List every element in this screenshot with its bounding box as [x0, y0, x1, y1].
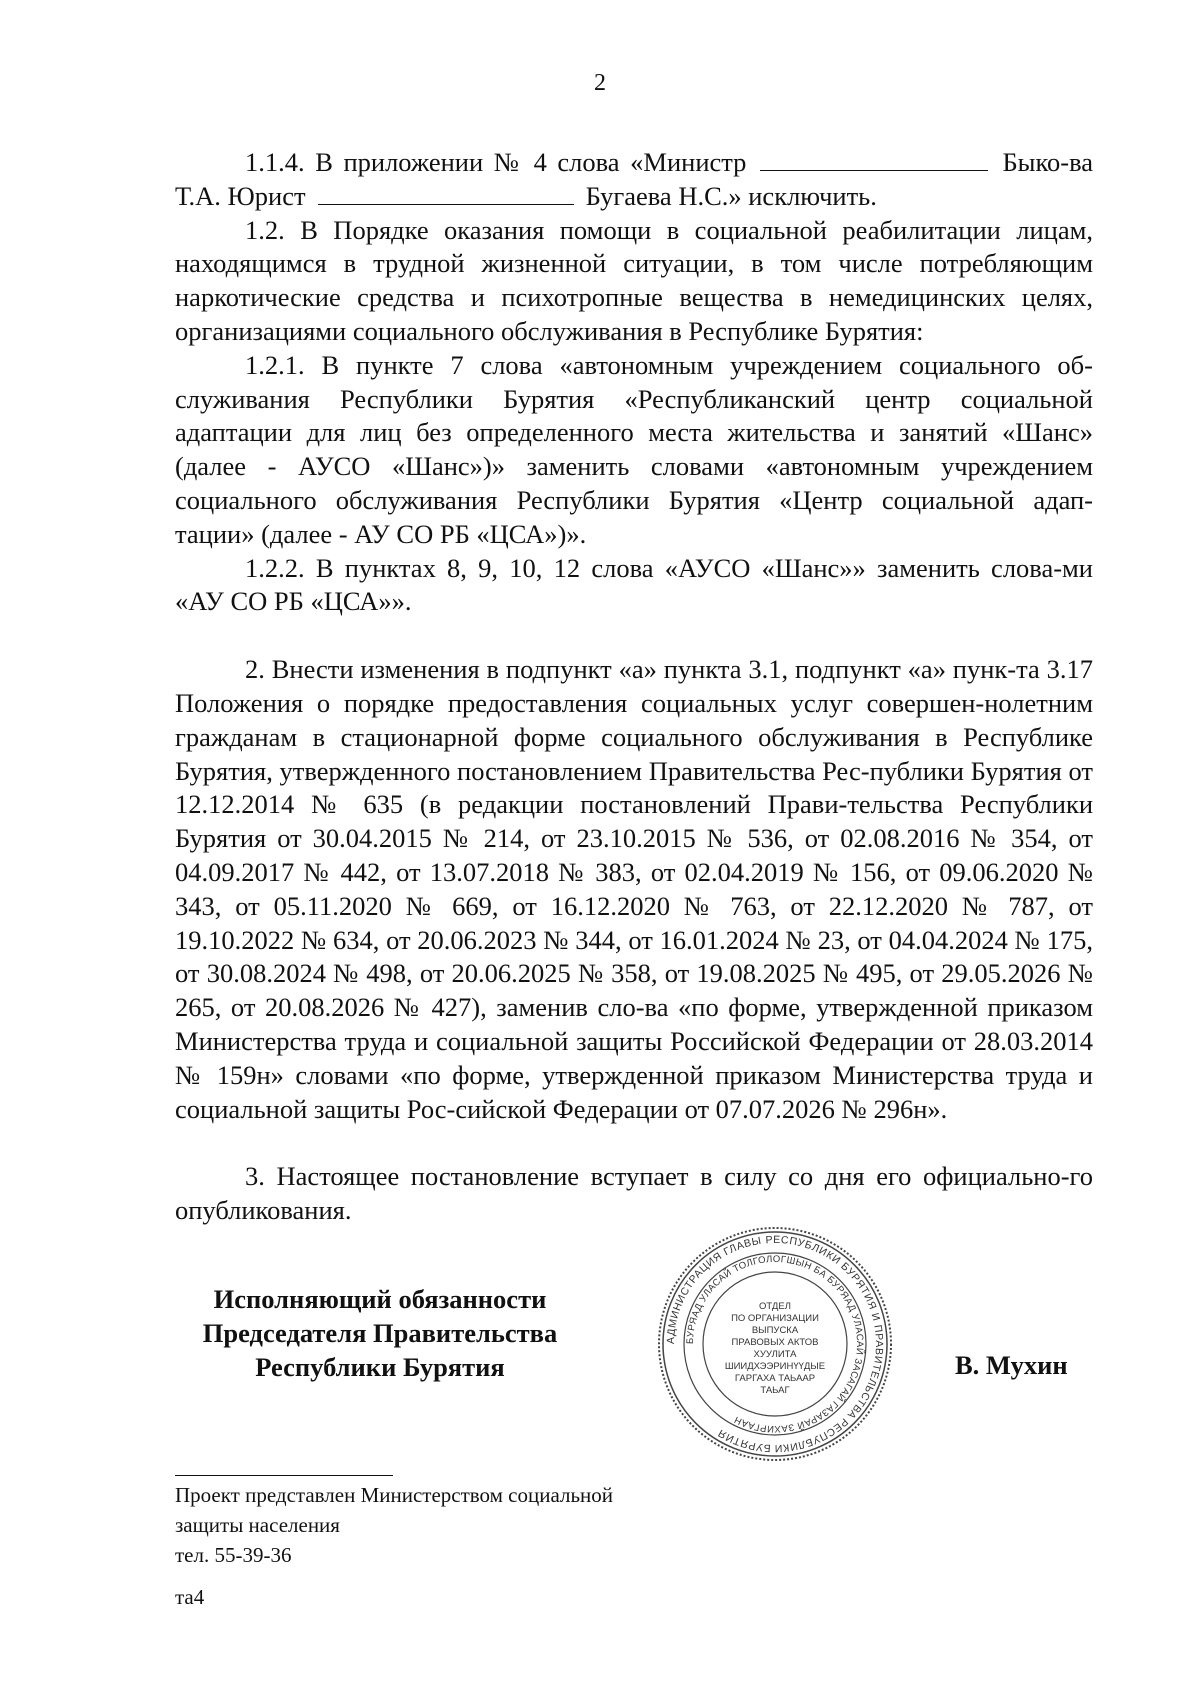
seal-outer-text: АДМИНИСТРАЦИЯ ГЛАВЫ РЕСПУБЛИКИ БУРЯТИЯ И ПРАВИТЕЛЬСТВА РЕСПУБЛИКИ БУРЯТИЯ: [664, 1233, 886, 1455]
seal-center-line: ТАЬАГ: [760, 1385, 790, 1396]
seal-center-line: ПРАВОВЫХ АКТОВ: [731, 1337, 819, 1348]
page-number: 2: [594, 70, 606, 96]
document-code: та4: [175, 1585, 205, 1609]
seal-center-line: ГАРГАХА ТАЬААР: [734, 1373, 816, 1384]
seal-center-line: ХУУЛИТА: [753, 1349, 797, 1360]
seal-center-line: ОТДЕЛ: [759, 1301, 791, 1312]
paragraph-3: 3. Настоящее постановление вступает в силу со дня его официально-го опубликования.: [175, 1161, 1093, 1226]
footnote-divider: [175, 1475, 393, 1476]
official-seal-stamp: [655, 1224, 895, 1464]
paragraph-1-2-1: 1.2.1. В пункте 7 слова «автономным учреждением социального об-служивания Республики Бурятия «Республиканский центр социальной адаптации для лиц без определенного места жительства и занятий «Шанс» (далее - АУСО «Шанс»)» заменить словами «автономным учреждением социального обслуживания Республики Бурятия «Центр социальной адап-тации» (далее - АУ СО РБ «ЦСА»)».: [175, 349, 1093, 549]
signatory-title: Исполняющий обязанности Председателя Правительства Республики Бурятия: [202, 1284, 558, 1382]
seal-center-line: ШИИДХЭЭРИНҮҮДЫЕ: [724, 1361, 826, 1372]
seal-center-line: ПО ОРГАНИЗАЦИИ: [731, 1313, 819, 1324]
signatory-name: В. Мухин: [955, 1350, 1068, 1380]
signature-blank-minister: [760, 169, 988, 171]
paragraph-1-2: 1.2. В Порядке оказания помощи в социальной реабилитации лицам, находящимся в трудной жизненной ситуации, в том числе потребляющим наркотические средства и психотропные вещества в немедицинских целях, организациями социального обслуживания в Республике Бурятия:: [175, 214, 1093, 346]
footnote: Проект представлен Министерством социальной защиты населения тел. 55-39-36: [175, 1483, 614, 1567]
paragraph-2: 2. Внести изменения в подпункт «а» пункта 3.1, подпункт «а» пунк-та 3.17 Положения о порядке предоставления социальных услуг совершен-нолетним гражданам в стационарной форме социального обслуживания в Республике Бурятия, утвержденного постановлением Правительства Рес-публики Бурятия от 12.12.2014 № 635 (в редакции постановлений Прави-тельства Республики Бурятия от 30.04.2015 № 214, от 23.10.2015 № 536, от 02.08.2016 № 354, от 04.09.2017 № 442, от 13.07.2018 № 383, от 02.04.2019 № 156, от 09.06.2020 № 343, от 05.11.2020 № 669, от 16.12.2020 № 763, от 22.12.2020 № 787, от 19.10.2022 № 634, от 20.06.2023 № 344, от 16.01.2024 № 23, от 04.04.2024 № 175, от 30.08.2024 № 498, от 20.06.2025 № 358, от 19.08.2025 № 495, от 29.05.2026 № 265, от 20.08.2026 № 427), заменив сло-ва «по форме, утвержденной приказом Министерства труда и социальной защиты Российской Федерации от 28.03.2014 № 159н» словами «по форме, утвержденной приказом Министерства труда и социальной защиты Рос-сийской Федерации от 07.07.2026 № 296н».: [175, 654, 1093, 1124]
document-body: [175, 146, 1093, 1228]
signature-blank-lawyer: [318, 203, 574, 205]
paragraph-1-2-2: 1.2.2. В пунктах 8, 9, 10, 12 слова «АУСО «Шанс»» заменить слова-ми «АУ СО РБ «ЦСА»».: [175, 552, 1093, 617]
seal-inner-text: БУРЯАД УЛАСАЙ ТОЛГОЛОГШЫН БА БУРЯАД УЛАСАЙ ЗАСАГАЙ ГАЗАРАЙ ЗАХИРГААН: [684, 1253, 866, 1435]
seal-center-line: ВЫПУСКА: [751, 1325, 799, 1336]
paragraph-1-1-4: 1.1.4. В приложении № 4 слова «Министр Быко-ва Т.А. Юрист Бугаева Н.С.» исключить.: [175, 147, 1093, 211]
